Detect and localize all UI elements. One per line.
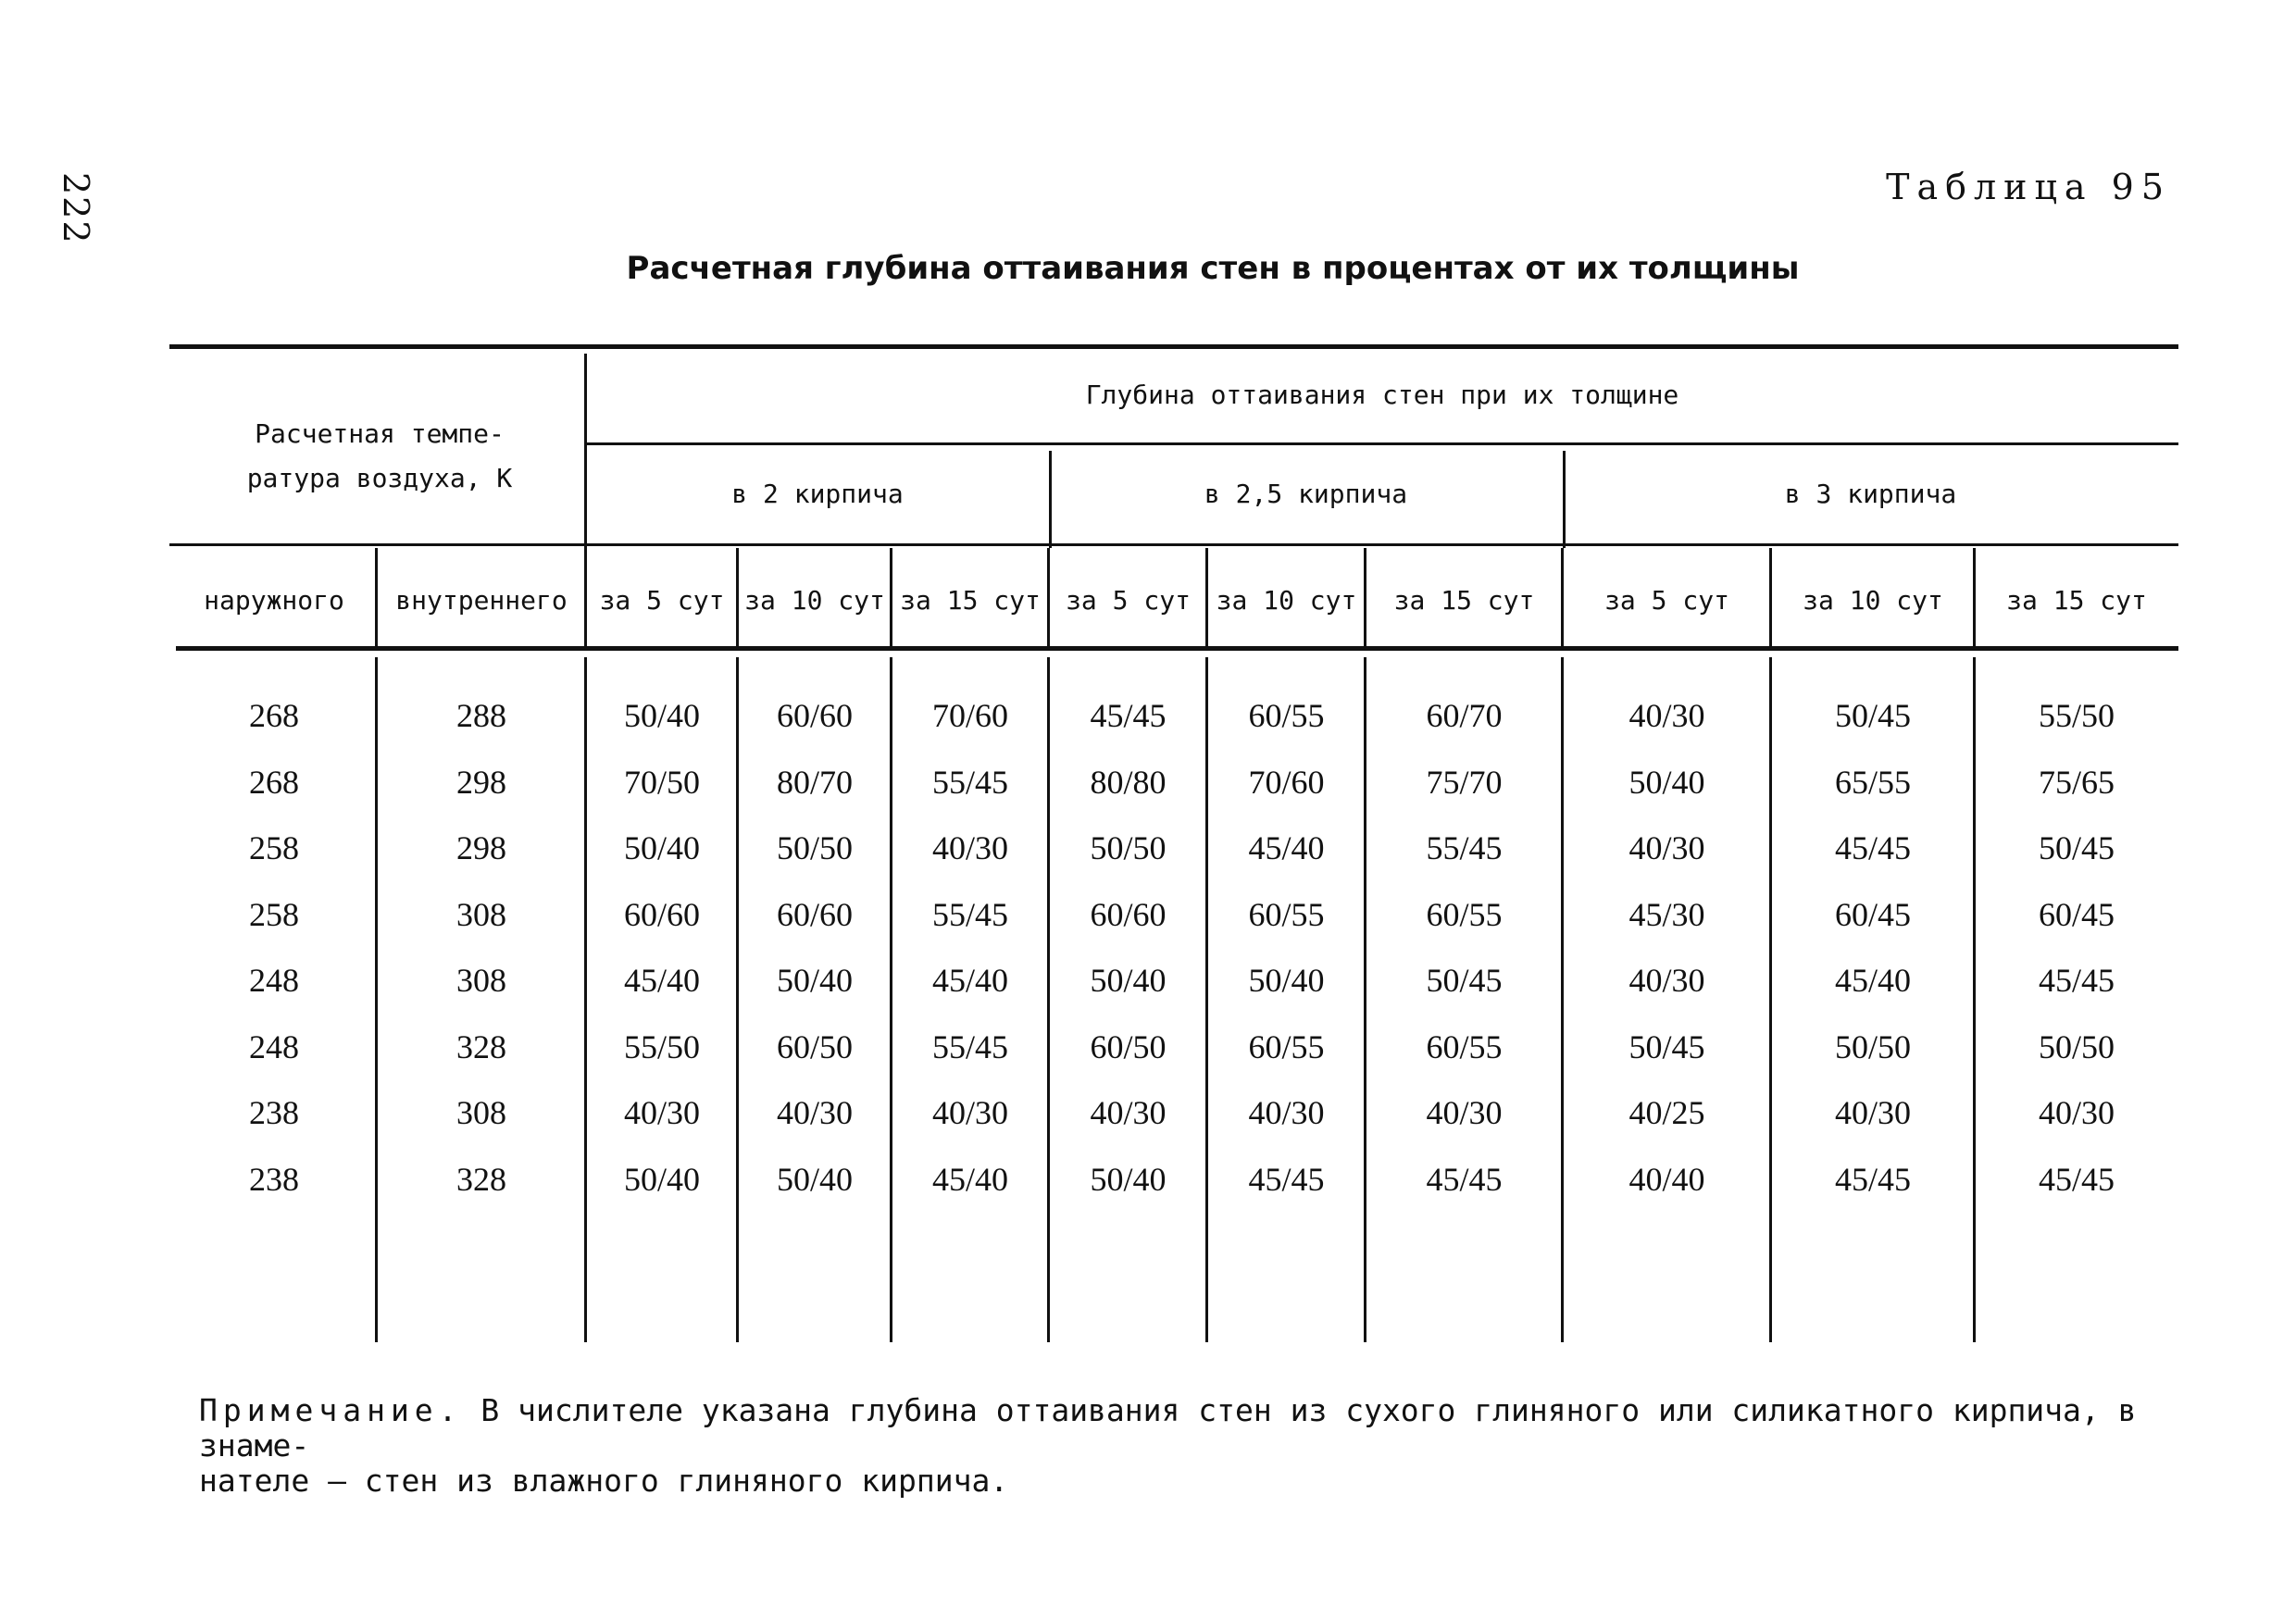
table-cell: 60/55	[1426, 895, 1503, 933]
table-cell: 70/60	[931, 697, 1008, 734]
col-divider	[890, 548, 892, 646]
table-cell: 60/45	[2038, 895, 2115, 933]
table-cell: 40/30	[1248, 1094, 1325, 1131]
period-header: за 5 сут	[599, 585, 725, 616]
table-cell: 60/60	[776, 895, 853, 933]
table-cell: 40/30	[1426, 1094, 1503, 1131]
table-cell: 70/50	[623, 763, 700, 801]
table-cell: 45/45	[1834, 1160, 1911, 1198]
table-cell: 50/40	[1628, 763, 1705, 801]
temp-group-line2: ратура воздуха, К	[246, 463, 513, 493]
table-cell: 55/45	[931, 1027, 1008, 1065]
table-cell: 50/40	[1248, 962, 1325, 999]
col-divider	[1563, 451, 1566, 548]
period-header: за 5 сут	[1604, 585, 1729, 616]
col-divider	[1769, 657, 1772, 1342]
note-label: Примечание.	[199, 1392, 463, 1428]
table-cell: 75/70	[1426, 763, 1503, 801]
table-cell: 75/65	[2038, 763, 2115, 801]
table-cell: 45/40	[623, 962, 700, 999]
period-header: за 5 сут	[1066, 585, 1191, 616]
table-cell: 248	[249, 1027, 299, 1065]
table-cell: 55/50	[623, 1027, 700, 1065]
table-cell: 50/40	[623, 697, 700, 734]
table-cell: 40/30	[1628, 829, 1705, 866]
table-cell: 55/50	[2038, 697, 2115, 734]
table-cell: 60/60	[623, 895, 700, 933]
col-divider	[584, 354, 587, 548]
table-cell: 45/40	[1248, 829, 1325, 866]
note-line2: нателе — стен из влажного глиняного кирпича.	[199, 1463, 1009, 1499]
thickness-header-2-5: в 2,5 кирпича	[1204, 479, 1408, 509]
table-cell: 55/45	[931, 763, 1008, 801]
table-cell: 298	[456, 829, 506, 866]
col-divider	[736, 657, 739, 1342]
table-cell: 45/40	[931, 1160, 1008, 1198]
table-cell: 40/30	[1090, 1094, 1167, 1131]
table-cell: 50/40	[1090, 1160, 1167, 1198]
table-cell: 40/25	[1628, 1094, 1705, 1131]
table-cell: 50/40	[1090, 962, 1167, 999]
table-cell: 50/40	[776, 1160, 853, 1198]
col-divider	[1364, 657, 1366, 1342]
table-cell: 45/45	[1426, 1160, 1503, 1198]
thickness-rule	[169, 543, 2178, 546]
period-header: за 15 сут	[2006, 585, 2147, 616]
thickness-header-2: в 2 кирпича	[731, 479, 904, 509]
table-cell: 50/50	[2038, 1027, 2115, 1065]
col-divider	[584, 548, 587, 646]
table-cell: 238	[249, 1160, 299, 1198]
table-title: Расчетная глубина оттаивания стен в процентах от их толщины	[626, 250, 1800, 287]
page-number: 222	[56, 172, 96, 245]
col-divider	[375, 657, 378, 1342]
temp-group-line1: Расчетная темпе-	[255, 418, 505, 449]
table-cell: 258	[249, 895, 299, 933]
table-cell: 45/45	[2038, 962, 2115, 999]
period-header: за 10 сут	[1216, 585, 1357, 616]
table-cell: 268	[249, 697, 299, 734]
table-cell: 70/60	[1248, 763, 1325, 801]
table-cell: 60/50	[776, 1027, 853, 1065]
col-divider	[584, 657, 587, 1342]
table-cell: 50/45	[1426, 962, 1503, 999]
table-cell: 40/30	[2038, 1094, 2115, 1131]
table-cell: 308	[456, 962, 506, 999]
table-cell: 60/55	[1248, 1027, 1325, 1065]
depth-group-header: Глубина оттаивания стен при их толщине	[1085, 380, 1679, 410]
depth-group-rule	[586, 442, 2178, 445]
table-cell: 45/45	[2038, 1160, 2115, 1198]
table-cell: 328	[456, 1160, 506, 1198]
table-cell: 40/30	[623, 1094, 700, 1131]
table-cell: 40/30	[1834, 1094, 1911, 1131]
table-cell: 238	[249, 1094, 299, 1131]
period-header: за 15 сут	[1393, 585, 1535, 616]
table-cell: 40/40	[1628, 1160, 1705, 1198]
col-divider	[1047, 548, 1050, 646]
table-label: Таблица 95	[1886, 167, 2171, 207]
temp-group-header	[171, 412, 588, 501]
col-divider	[1561, 548, 1564, 646]
col-divider	[1205, 548, 1208, 646]
col-divider	[736, 548, 739, 646]
table-cell: 40/30	[931, 1094, 1008, 1131]
table-cell: 60/50	[1090, 1027, 1167, 1065]
table-cell: 80/70	[776, 763, 853, 801]
table-cell: 60/60	[1090, 895, 1167, 933]
table-cell: 328	[456, 1027, 506, 1065]
table-cell: 60/70	[1426, 697, 1503, 734]
col-divider	[1973, 548, 1976, 646]
table-cell: 40/30	[931, 829, 1008, 866]
table-cell: 45/40	[1834, 962, 1911, 999]
table-cell: 288	[456, 697, 506, 734]
table-cell: 40/30	[1628, 697, 1705, 734]
table-cell: 50/40	[623, 829, 700, 866]
col-divider	[1049, 451, 1052, 548]
table-cell: 45/45	[1834, 829, 1911, 866]
col-divider	[1364, 548, 1366, 646]
table-cell: 308	[456, 1094, 506, 1131]
top-rule	[169, 344, 2178, 349]
note-line1: В числителе указана глубина оттаивания стен из сухого глиняного или силикатного кирпича, в знаме-	[199, 1392, 2137, 1463]
table-cell: 50/45	[1834, 697, 1911, 734]
table-cell: 50/45	[2038, 829, 2115, 866]
table-cell: 45/45	[1248, 1160, 1325, 1198]
table-cell: 258	[249, 829, 299, 866]
inner-temp-header: внутреннего	[395, 585, 568, 616]
thickness-header-3: в 3 кирпича	[1784, 479, 1957, 509]
period-header: за 10 сут	[1803, 585, 1943, 616]
table-cell: 50/50	[1090, 829, 1167, 866]
period-header: за 10 сут	[744, 585, 885, 616]
footnote	[199, 1393, 2190, 1499]
table-cell: 50/50	[776, 829, 853, 866]
table-cell: 60/55	[1426, 1027, 1503, 1065]
col-divider	[1205, 657, 1208, 1342]
table-cell: 268	[249, 763, 299, 801]
table-cell: 50/50	[1834, 1027, 1911, 1065]
table-cell: 248	[249, 962, 299, 999]
table-cell: 50/40	[623, 1160, 700, 1198]
table-cell: 50/40	[776, 962, 853, 999]
table-cell: 308	[456, 895, 506, 933]
table-cell: 298	[456, 763, 506, 801]
table-cell: 45/45	[1090, 697, 1167, 734]
table-cell: 55/45	[1426, 829, 1503, 866]
outer-temp-header: наружного	[204, 585, 344, 616]
table-cell: 60/55	[1248, 895, 1325, 933]
table-cell: 60/45	[1834, 895, 1911, 933]
header-bottom-rule	[176, 646, 2178, 651]
table-cell: 55/45	[931, 895, 1008, 933]
col-divider	[1769, 548, 1772, 646]
table-cell: 40/30	[776, 1094, 853, 1131]
table-cell: 45/30	[1628, 895, 1705, 933]
col-divider	[375, 548, 378, 646]
table-cell: 80/80	[1090, 763, 1167, 801]
table-cell: 45/40	[931, 962, 1008, 999]
table-cell: 50/45	[1628, 1027, 1705, 1065]
col-divider	[1973, 657, 1976, 1342]
col-divider	[1047, 657, 1050, 1342]
table-cell: 60/60	[776, 697, 853, 734]
table-cell: 40/30	[1628, 962, 1705, 999]
period-header: за 15 сут	[900, 585, 1041, 616]
table-cell: 60/55	[1248, 697, 1325, 734]
col-divider	[890, 657, 892, 1342]
col-divider	[1561, 657, 1564, 1342]
table-cell: 65/55	[1834, 763, 1911, 801]
